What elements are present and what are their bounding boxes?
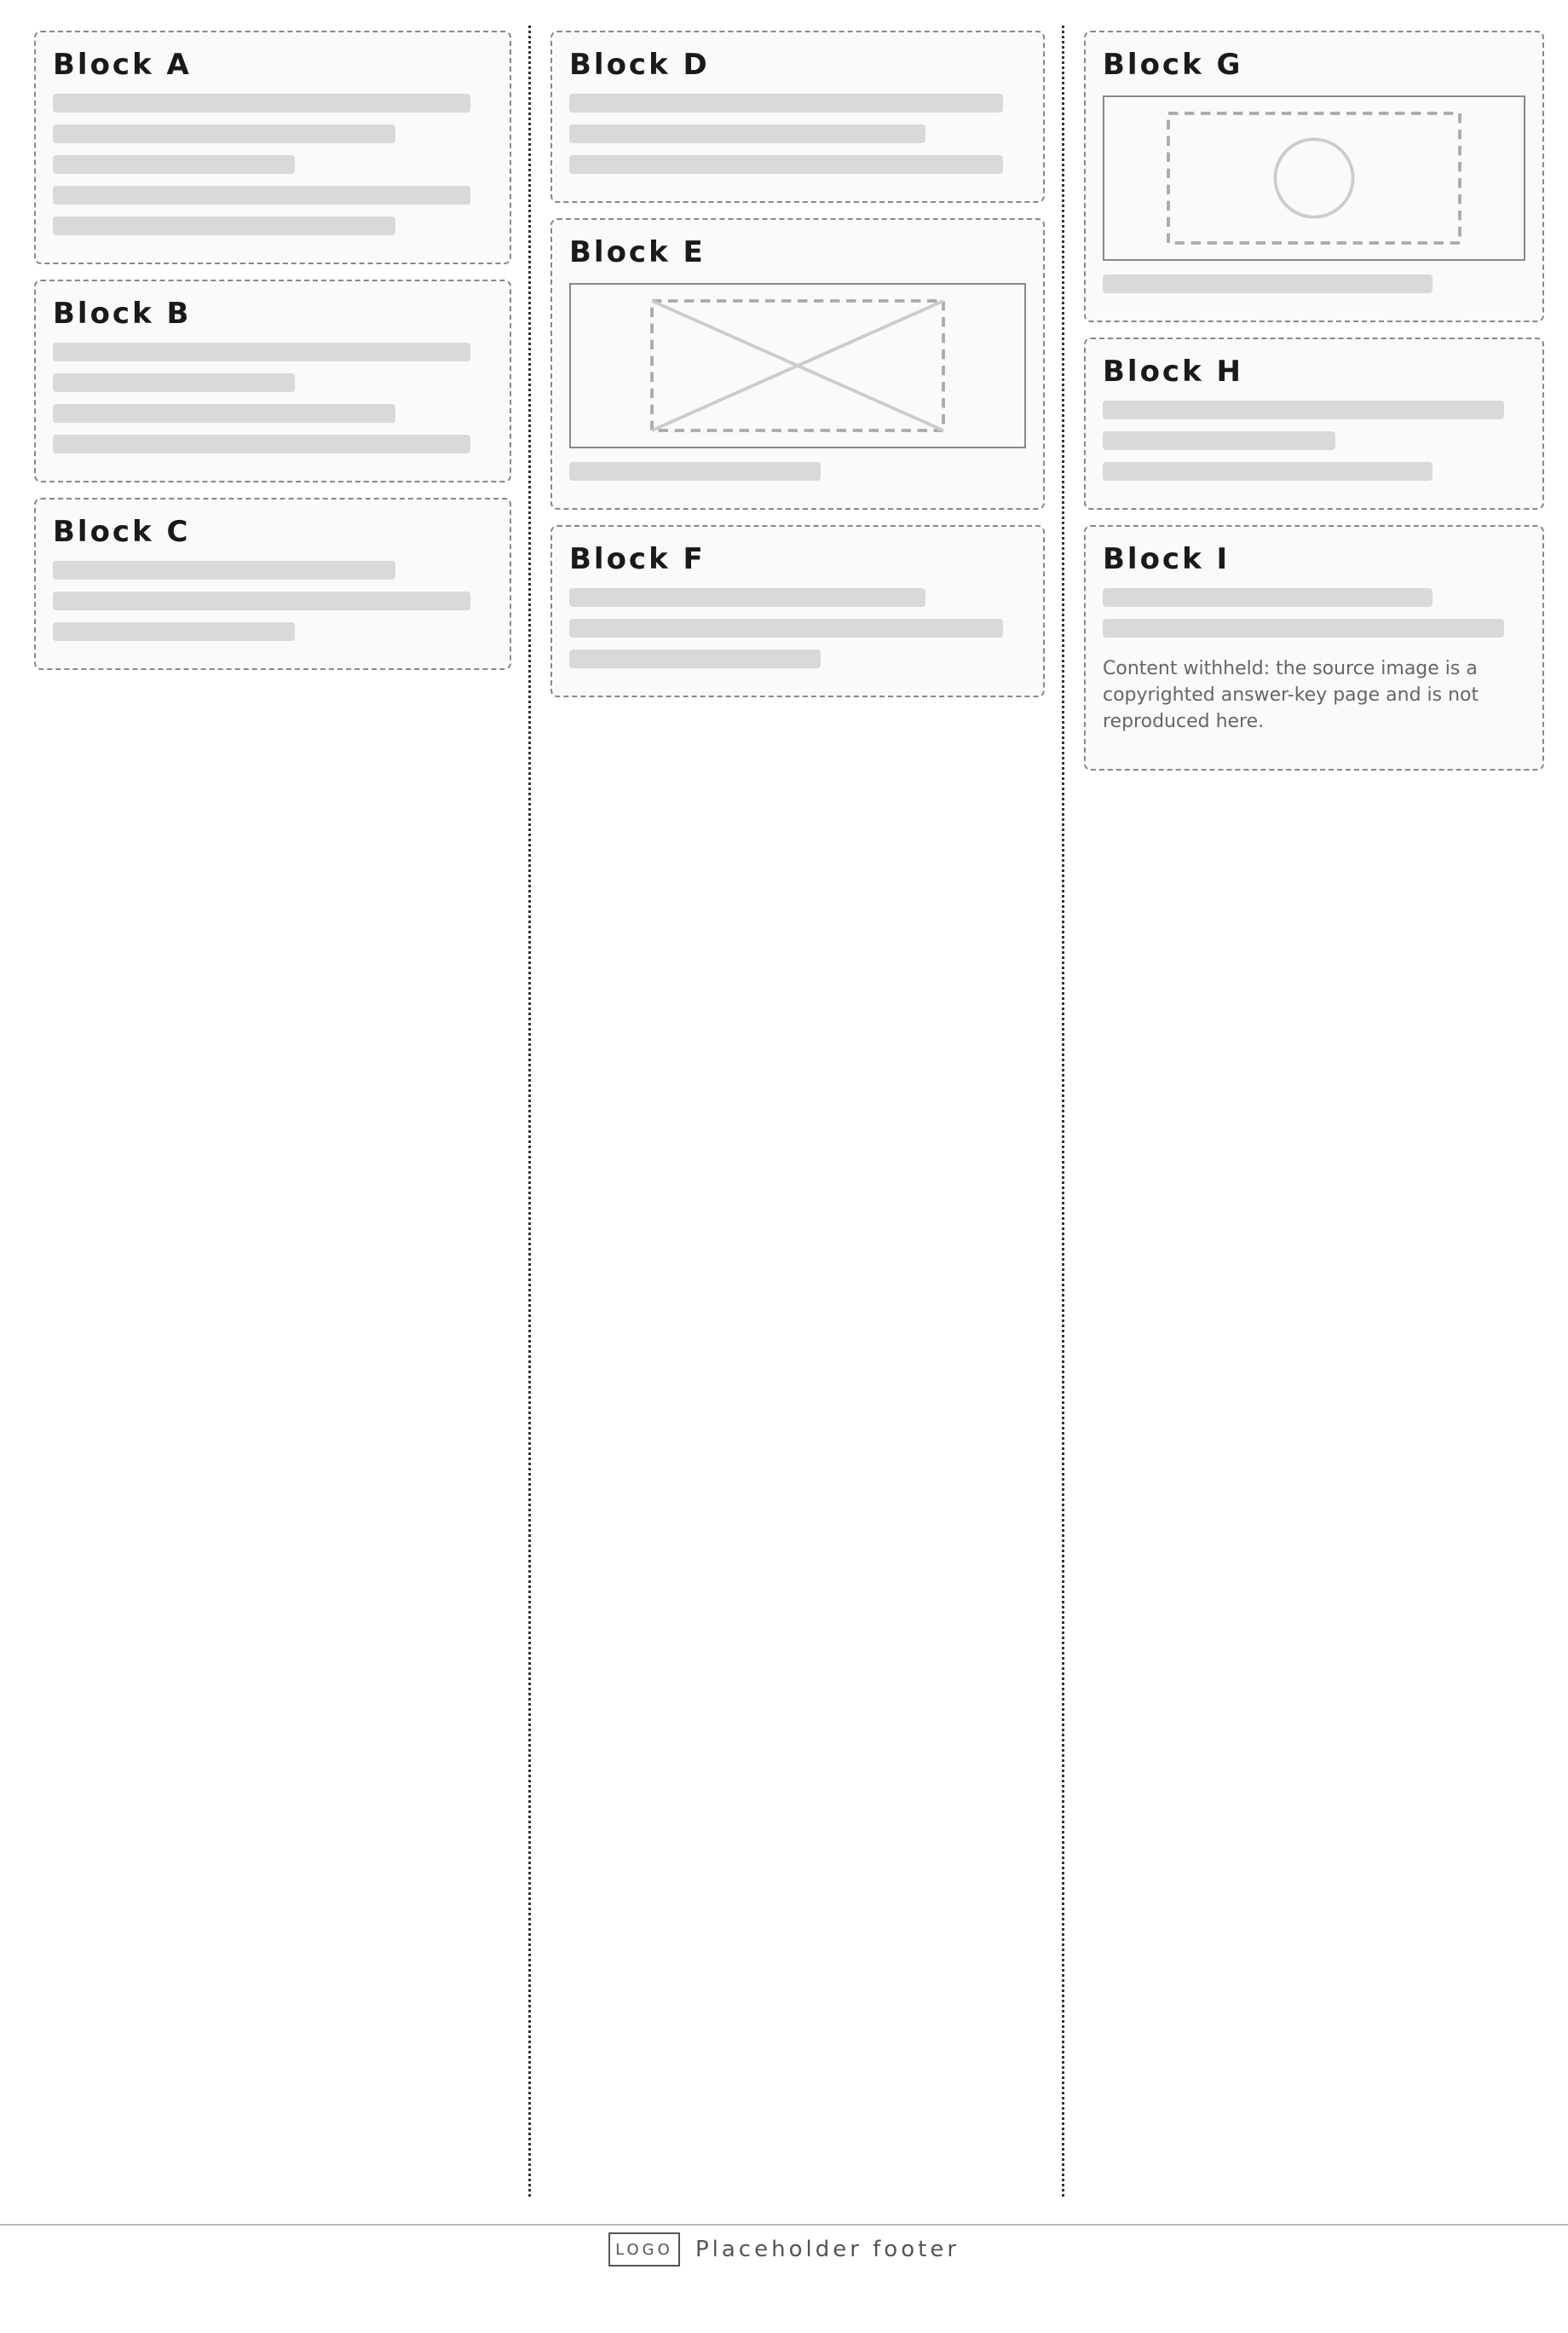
block-heading: Block D — [569, 48, 710, 82]
figure-placeholder — [1103, 95, 1525, 261]
text-placeholder — [53, 373, 295, 392]
block-heading: Block E — [569, 235, 706, 269]
figure-placeholder-icon — [571, 285, 1024, 447]
text-placeholder — [53, 217, 395, 235]
text-placeholder — [53, 592, 470, 610]
column-left — [26, 31, 520, 2205]
block-heading: Block B — [53, 297, 192, 331]
footer-caption: Placeholder footer — [695, 2237, 960, 2262]
text-placeholder — [569, 155, 1003, 174]
text-placeholder — [569, 94, 1003, 113]
column-middle — [542, 31, 1053, 2205]
block-heading: Block H — [1103, 355, 1243, 389]
content-block — [1084, 338, 1544, 510]
text-placeholder — [569, 588, 925, 607]
text-placeholder — [53, 435, 470, 453]
text-placeholder — [53, 404, 395, 423]
block-heading: Block I — [1103, 542, 1231, 576]
column-divider-2 — [1062, 26, 1064, 2197]
text-placeholder — [53, 186, 470, 205]
footer-logo: LOGO — [608, 2232, 680, 2267]
block-heading: Block A — [53, 48, 192, 82]
text-placeholder — [1103, 462, 1433, 481]
page-footer — [0, 2224, 1568, 2273]
withheld-notice: Content withheld: the source image is a copyrighted answer-key page and is not reproduced here. — [1103, 658, 1479, 732]
text-placeholder — [53, 94, 470, 113]
text-placeholder — [1103, 619, 1504, 638]
text-placeholder — [569, 124, 925, 143]
text-placeholder — [1103, 401, 1504, 419]
text-placeholder — [569, 619, 1003, 638]
text-placeholder — [53, 343, 470, 361]
content-block — [34, 498, 511, 670]
text-placeholder — [53, 155, 295, 174]
content-block — [551, 218, 1045, 510]
content-block — [1084, 525, 1544, 771]
figure-placeholder — [569, 283, 1026, 448]
content-block — [34, 280, 511, 482]
text-placeholder — [53, 124, 395, 143]
text-placeholder — [1103, 431, 1335, 450]
content-block — [551, 31, 1045, 203]
text-placeholder — [1103, 588, 1433, 607]
content-block — [551, 525, 1045, 697]
block-heading: Block G — [1103, 48, 1243, 82]
text-placeholder — [569, 462, 821, 481]
block-heading: Block C — [53, 515, 191, 549]
content-block — [34, 31, 511, 264]
text-placeholder — [53, 561, 395, 580]
figure-placeholder-icon — [1104, 97, 1524, 259]
block-heading: Block F — [569, 542, 706, 576]
column-divider-1 — [528, 26, 531, 2197]
content-block — [1084, 31, 1544, 322]
text-placeholder — [1103, 274, 1433, 293]
text-placeholder — [569, 650, 821, 668]
column-right — [1075, 31, 1553, 2205]
text-placeholder — [53, 622, 295, 641]
